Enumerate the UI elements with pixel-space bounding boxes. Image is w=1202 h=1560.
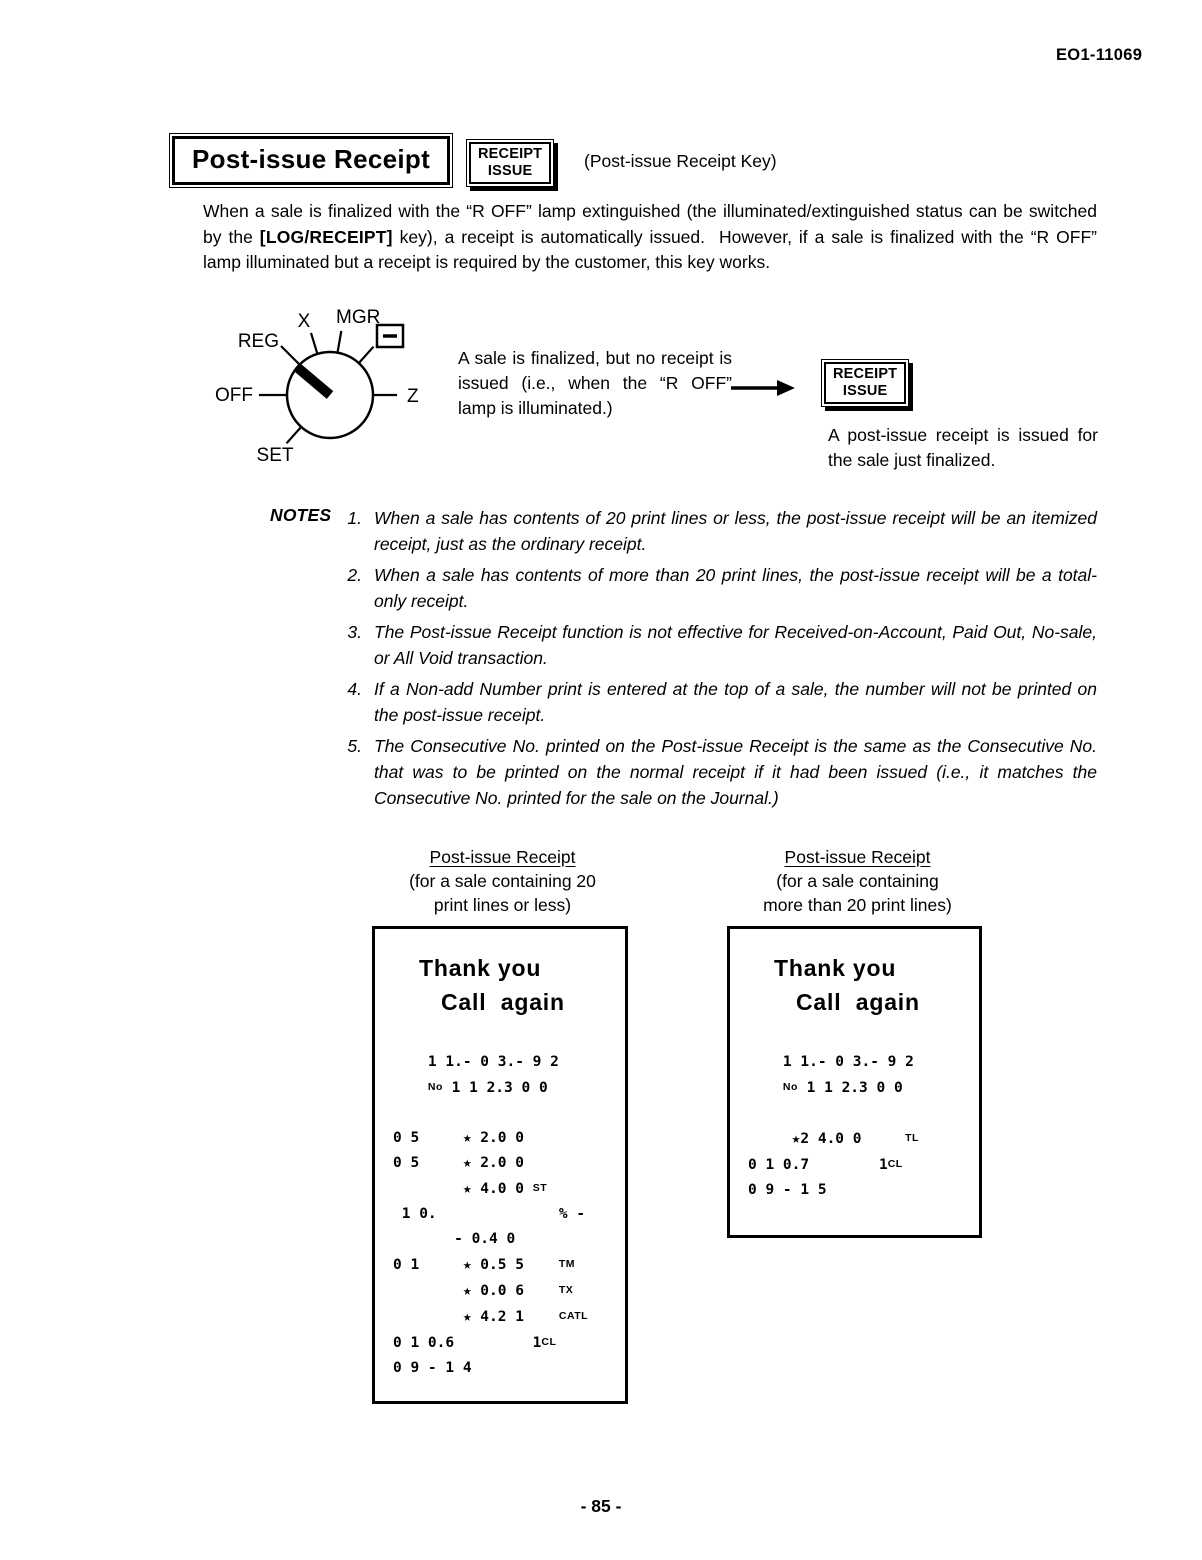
tick-reg <box>281 346 300 365</box>
receipt-greeting-line2: Call again <box>441 989 565 1015</box>
receipt-line <box>748 1178 979 1203</box>
receipt-text <box>393 1105 402 1121</box>
receipt-text: 1 1 2.3 0 0 <box>442 1080 548 1096</box>
result-text: A post-issue receipt is issued for the sale just finalized. <box>828 425 1098 470</box>
receipt-text: ★ 4.0 0 <box>393 1181 533 1197</box>
situation-text: A sale is finalized, but no receipt is issued (i.e., when the “R OFF” lamp is illuminated.) <box>458 348 732 418</box>
receipt-line <box>748 1126 979 1152</box>
mode-dial-diagram <box>205 303 445 478</box>
dial-label-set: SET <box>256 445 294 466</box>
receipt-example-total-only <box>727 926 982 1238</box>
receipt-greeting-line2: Call again <box>796 989 920 1015</box>
receipt-line <box>393 1278 625 1304</box>
key-caption: (Post-issue Receipt Key) <box>584 151 777 171</box>
note-number: 1. <box>347 508 362 528</box>
tick-minus <box>359 347 374 363</box>
note-text: When a sale has contents of 20 print lines or less, the post-issue receipt will be an itemized receipt, just as the ordinary receipt. <box>374 508 1097 554</box>
receipt-header-left <box>380 845 625 917</box>
receipt-text: ★ 0.0 6 <box>393 1283 559 1299</box>
note-number: 2. <box>347 565 362 585</box>
receipt-text: 0 9 - 1 4 <box>393 1360 472 1376</box>
minus-position-icon <box>377 325 403 347</box>
receipt-line <box>393 1202 625 1227</box>
receipt-text: 1 1.- 0 3.- 9 2 <box>748 1054 914 1070</box>
note-number: 4. <box>347 679 362 699</box>
text-segment: When a sale is finalized with the “R OFF” lamp extinguished (the illuminated/extinguished status can be switched by the <box>203 201 1097 247</box>
page-number: - 85 - <box>580 1496 622 1516</box>
key-label-line2: ISSUE <box>487 163 533 179</box>
receipt-line <box>393 1176 625 1202</box>
receipt-issue-key <box>466 139 554 187</box>
receipt-line <box>393 1304 625 1330</box>
key-label-line1: RECEIPT <box>478 146 543 162</box>
right-arrow-icon <box>731 378 795 398</box>
key-label-line2: ISSUE <box>842 383 888 399</box>
note-item <box>336 505 1097 557</box>
notes-label: NOTES <box>270 505 332 525</box>
receipt-code: TX <box>558 1284 574 1296</box>
bold-text-segment: [LOG/RECEIPT] <box>259 226 393 247</box>
note-item <box>336 562 1097 614</box>
receipt-text: 0 1 ★ 0.5 5 <box>393 1257 559 1273</box>
receipt-text: ★2 4.0 0 <box>748 1131 906 1147</box>
receipt-line <box>393 1101 625 1126</box>
tick-x <box>311 333 317 354</box>
receipt-text: 0 1 0.7 1 <box>748 1157 888 1173</box>
note-text: The Consecutive No. printed on the Post-issue Receipt is the same as the Consecutive No. that was to be printed on the normal receipt if it had been issued (i.e., it matches the Consecutive No. printed for the sale on the Journal.) <box>374 736 1097 808</box>
notes-list <box>336 505 1097 811</box>
intro-paragraph <box>203 199 1097 276</box>
receipt-line <box>393 1075 625 1101</box>
receipt-code: CATL <box>558 1310 589 1322</box>
dial-label-z: Z <box>407 386 419 407</box>
receipt-line <box>393 1050 625 1075</box>
receipt-line <box>393 1126 625 1151</box>
receipt-header-right <box>735 845 980 917</box>
receipt-code: TL <box>905 1132 919 1144</box>
note-text: If a Non-add Number print is entered at the top of a sale, the number will not be printed on the post-issue receipt. <box>374 679 1097 725</box>
receipt-greeting-line1: Thank you <box>774 955 897 981</box>
receipt-issue-key-label <box>469 142 551 184</box>
receipt-subtitle-line1: (for a sale containing 20 <box>409 871 596 891</box>
receipt-text <box>748 1080 783 1096</box>
receipt-text: 0 5 ★ 2.0 0 <box>393 1155 524 1171</box>
note-item <box>336 733 1097 811</box>
receipt-line <box>748 1101 979 1126</box>
receipt-code: No <box>427 1081 443 1093</box>
note-number: 5. <box>347 736 362 756</box>
receipt-subtitle-line2: more than 20 print lines) <box>763 895 952 915</box>
dial-label-x: X <box>297 311 311 332</box>
dial-label-off: OFF <box>215 385 253 406</box>
notes-section <box>270 505 1097 816</box>
receipt-lines <box>393 1050 625 1381</box>
dial-pointer <box>298 368 330 395</box>
note-text: The Post-issue Receipt function is not effective for Received-on-Account, Paid Out, No-sale, or All Void transaction. <box>374 622 1097 668</box>
receipt-subtitle-line2: print lines or less) <box>433 895 572 915</box>
receipt-text: 0 5 ★ 2.0 0 <box>393 1130 524 1146</box>
text-segment: key), a receipt is automatically issued. However, if a sale is finalized with the “R OFF” lamp illuminated but a receipt is required by the customer, this key works. <box>203 226 1097 272</box>
note-item <box>336 676 1097 728</box>
receipt-title: Post-issue Receipt <box>429 847 576 867</box>
receipt-code: CL <box>541 1336 557 1348</box>
receipt-issue-key-diagram <box>821 359 909 407</box>
receipt-text: 1 1.- 0 3.- 9 2 <box>393 1054 559 1070</box>
receipt-text: ★ 4.2 1 <box>393 1309 559 1325</box>
receipt-line <box>748 1152 979 1178</box>
receipt-code: No <box>782 1081 798 1093</box>
receipt-line <box>393 1330 625 1356</box>
receipt-text: 0 9 - 1 5 <box>748 1182 827 1198</box>
receipt-line <box>748 1050 979 1075</box>
note-number: 3. <box>347 622 362 642</box>
tick-set <box>287 427 302 443</box>
receipt-lines <box>748 1050 979 1203</box>
receipt-subtitle-line1: (for a sale containing <box>776 871 939 891</box>
receipt-example-itemized <box>372 926 628 1404</box>
receipt-code: TM <box>558 1258 576 1270</box>
receipt-text <box>748 1105 757 1121</box>
receipt-issue-key-diagram-label <box>824 362 906 404</box>
key-label-line1: RECEIPT <box>833 366 898 382</box>
receipt-code: CL <box>887 1158 903 1170</box>
receipt-code: ST <box>532 1182 548 1194</box>
dial-label-reg: REG <box>237 331 279 352</box>
document-code: EO1-11069 <box>1056 46 1143 64</box>
receipt-text <box>393 1080 428 1096</box>
receipt-line <box>748 1075 979 1101</box>
receipt-text: 0 1 0.6 1 <box>393 1335 542 1351</box>
receipt-text: 1 0. % - <box>393 1206 586 1222</box>
note-text: When a sale has contents of more than 20 print lines, the post-issue receipt will be a total-only receipt. <box>374 565 1097 611</box>
note-item <box>336 619 1097 671</box>
receipt-greeting-line1: Thank you <box>419 955 542 981</box>
receipt-line <box>393 1151 625 1176</box>
receipt-title: Post-issue Receipt <box>784 847 931 867</box>
section-title: Post-issue Receipt <box>172 136 450 185</box>
receipt-line <box>393 1356 625 1381</box>
receipt-line <box>393 1227 625 1252</box>
receipt-line <box>393 1252 625 1278</box>
dial-label-mgr: MGR <box>336 307 381 328</box>
receipt-text: 1 1 2.3 0 0 <box>797 1080 903 1096</box>
tick-mgr <box>338 331 342 353</box>
receipt-text: - 0.4 0 <box>393 1231 516 1247</box>
